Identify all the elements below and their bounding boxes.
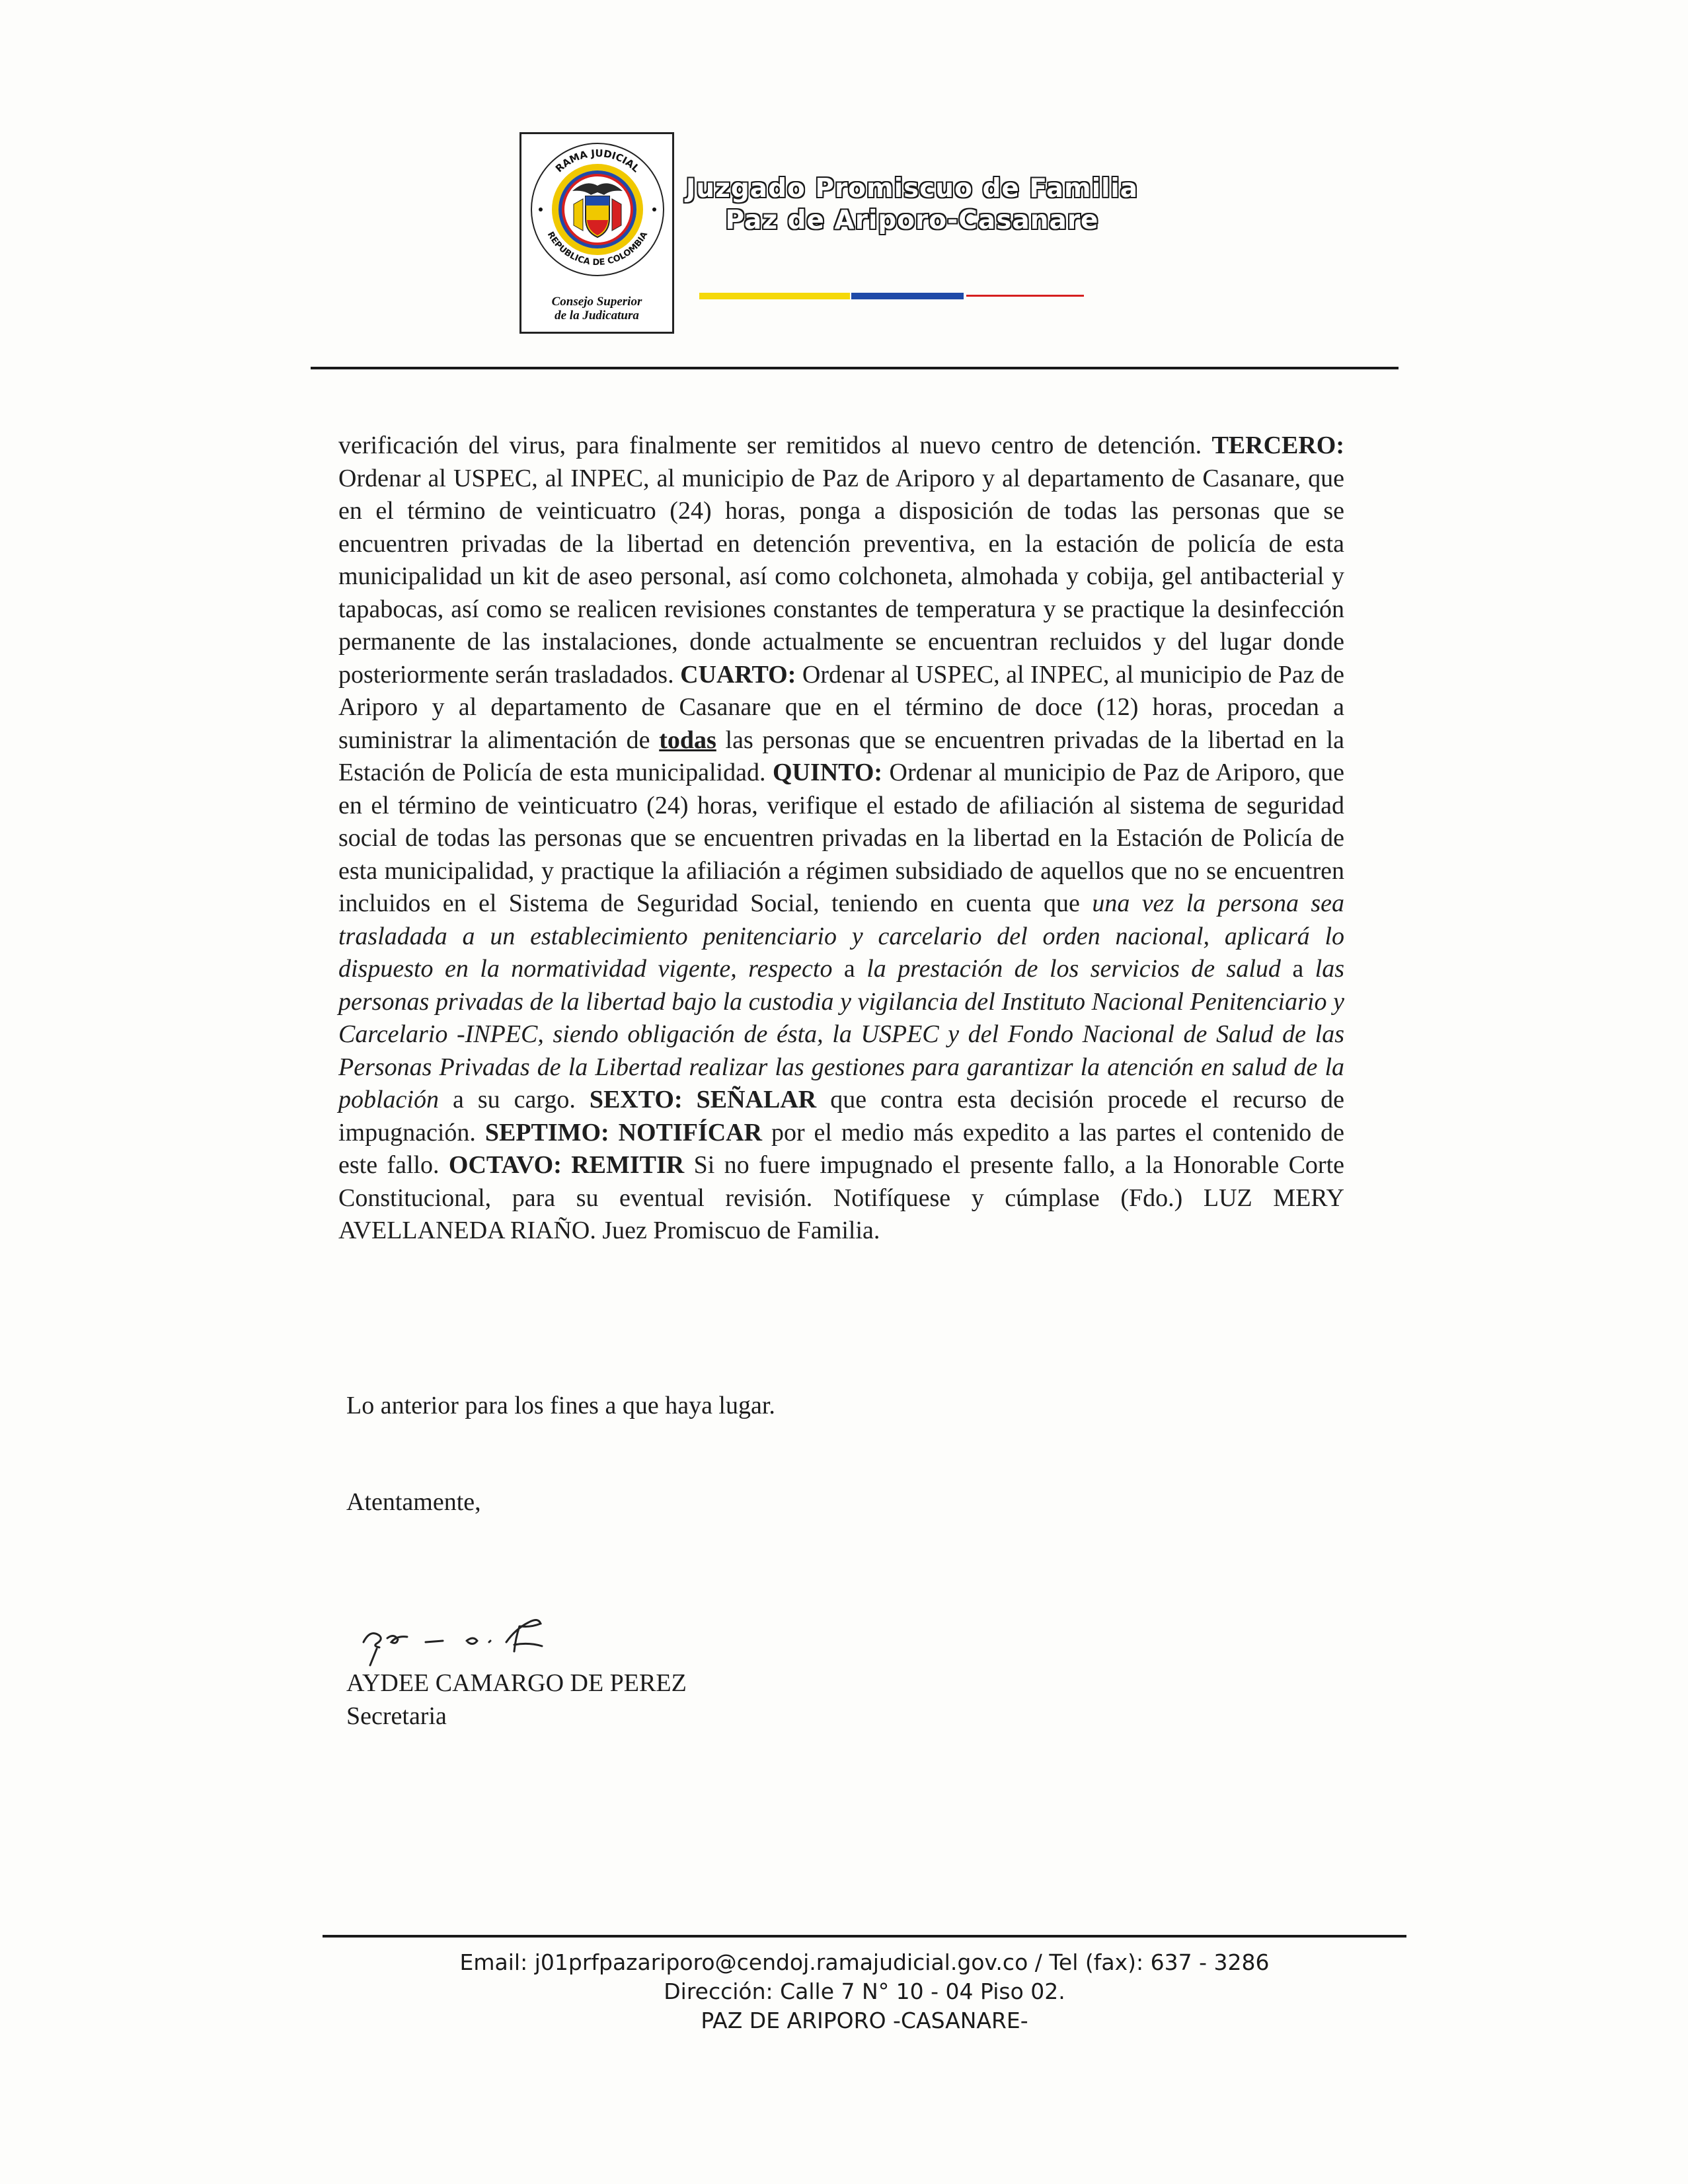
footer-address: Dirección: Calle 7 N° 10 - 04 Piso 02. xyxy=(664,1978,1065,2004)
todas-emphasis: todas xyxy=(659,726,716,754)
footer-contact xyxy=(323,1948,1406,2035)
quinto-label: QUINTO: xyxy=(772,759,883,786)
signer-name: AYDEE CAMARGO DE PEREZ xyxy=(346,1669,687,1697)
seal-bottom-text: REPUBLICA DE COLOMBIA xyxy=(545,230,650,268)
resolution-paragraph xyxy=(338,430,1344,1248)
flag-stripe-yellow xyxy=(699,293,850,299)
body-text-segment: por el medio más expedito a las partes el contenido de este fallo. xyxy=(338,1118,1345,1179)
body-text-segment: verificación del virus, para finalmente ser remitidos al nuevo centro de detención. xyxy=(338,432,1202,459)
court-name xyxy=(681,173,1143,237)
resolution-body xyxy=(338,430,1344,1248)
court-name-line1: Juzgado Promiscuo de Familia xyxy=(685,174,1139,204)
body-text-segment: Ordenar al USPEC, al INPEC, al municipio de Paz de Ariporo y al departamento de Casanare, que en el término de veinticuatro (24) horas, ponga a disposición de todas las personas que se encuentren privadas de la libertad en detención preventiva, en la estación de policía de esta municipalidad un kit de aseo personal, así como colchoneta, almohada y cobija, gel antibacterial y tapabocas, así como se realicen revisiones constantes de temperatura y se practique la desinfección permanente de las instalaciones, donde actualmente se encuentran recluidos y del lugar donde posteriormente serán trasladados. xyxy=(338,464,1344,689)
body-text-segment: Ordenar al USPEC, al INPEC, al municipio de Paz de Ariporo y al departamento de Casanare que en el término de doce (12) horas, procedan a suministrar la alimentación de xyxy=(338,660,1345,754)
body-text-segment: Si no fuere impugnado el presente fallo, a la Honorable Corte Constitucional, para su eventual revisión. Notifíquese y cúmplase (Fdo.) LUZ MERY AVELLANEDA RIAÑO. Juez Promiscuo de Familia. xyxy=(338,1151,1344,1244)
tercero-label: TERCERO: xyxy=(1211,432,1345,459)
seal-top-text: RAMA JUDICIAL xyxy=(553,147,642,175)
flag-stripe-red xyxy=(966,295,1084,297)
body-text-segment: que contra esta decisión procede el recurso de impugnación. xyxy=(338,1086,1345,1147)
seal-caption-line2: de la Judicatura xyxy=(555,309,639,322)
seal-caption xyxy=(521,295,672,322)
body-text-segment: Ordenar al municipio de Paz de Ariporo, que en el término de veinticuatro (24) horas, verifique el estado de afiliación al sistema de seguridad social de todas las personas que se encuentren privadas en la libertad en la Estación de Policía de esta municipalidad, y practique la afiliación a régimen subsidiado de aquellos que no se encuentren incluidos en el Sistema de Seguridad Social, teniendo en cuenta que xyxy=(338,759,1345,917)
coat-of-arms-icon xyxy=(526,138,669,281)
footer-divider xyxy=(323,1935,1406,1938)
signer-title: Secretaria xyxy=(346,1702,447,1730)
handwritten-signature xyxy=(357,1596,595,1669)
body-text-segment: a su cargo. xyxy=(452,1086,576,1113)
salutation: Atentamente, xyxy=(346,1488,481,1516)
body-italic-segment: una vez la persona sea trasladada a un establecimiento penitenciario y carcelario del orden nacional, aplicará lo dispuesto en la normatividad vigente, respecto xyxy=(338,889,1345,983)
body-italic-segment: la prestación de los servicios de salud xyxy=(866,955,1281,983)
seal-caption-line1: Consejo Superior xyxy=(551,295,642,309)
judicial-seal-logo xyxy=(519,132,674,334)
septimo-label: SEPTIMO: NOTIFÍCAR xyxy=(484,1118,763,1147)
court-name-line2: Paz de Ariporo-Casanare xyxy=(725,206,1099,235)
body-italic-segment: las personas privadas de la libertad bajo la custodia y vigilancia del Instituto Nacional Penitenciario y Carcelario -INPEC, siendo obligación de ésta, la USPEC y del Fondo Nacional de Salud de las Personas Privadas de la Libertad realizar las gestiones para garantizar la atención en salud de la población xyxy=(338,955,1345,1113)
closing-line: Lo anterior para los fines a que haya lugar. xyxy=(346,1392,775,1419)
header-divider xyxy=(311,367,1399,369)
flag-stripe-blue xyxy=(851,293,964,299)
cuarto-label: CUARTO: xyxy=(680,660,796,689)
sexto-label: SEXTO: SEÑALAR xyxy=(589,1086,817,1113)
body-text-segment: las personas que se encuentren privadas de la libertad en la Estación de Policía de esta municipalidad. xyxy=(338,726,1345,786)
footer-email-phone: Email: j01prfpazariporo@cendoj.ramajudicial.gov.co / Tel (fax): 637 - 3286 xyxy=(459,1949,1270,1975)
octavo-label: OCTAVO: REMITIR xyxy=(448,1151,685,1179)
body-text-segment: a xyxy=(1292,955,1304,983)
body-text-segment: a xyxy=(843,955,855,983)
footer-city: PAZ DE ARIPORO -CASANARE- xyxy=(701,2008,1028,2033)
